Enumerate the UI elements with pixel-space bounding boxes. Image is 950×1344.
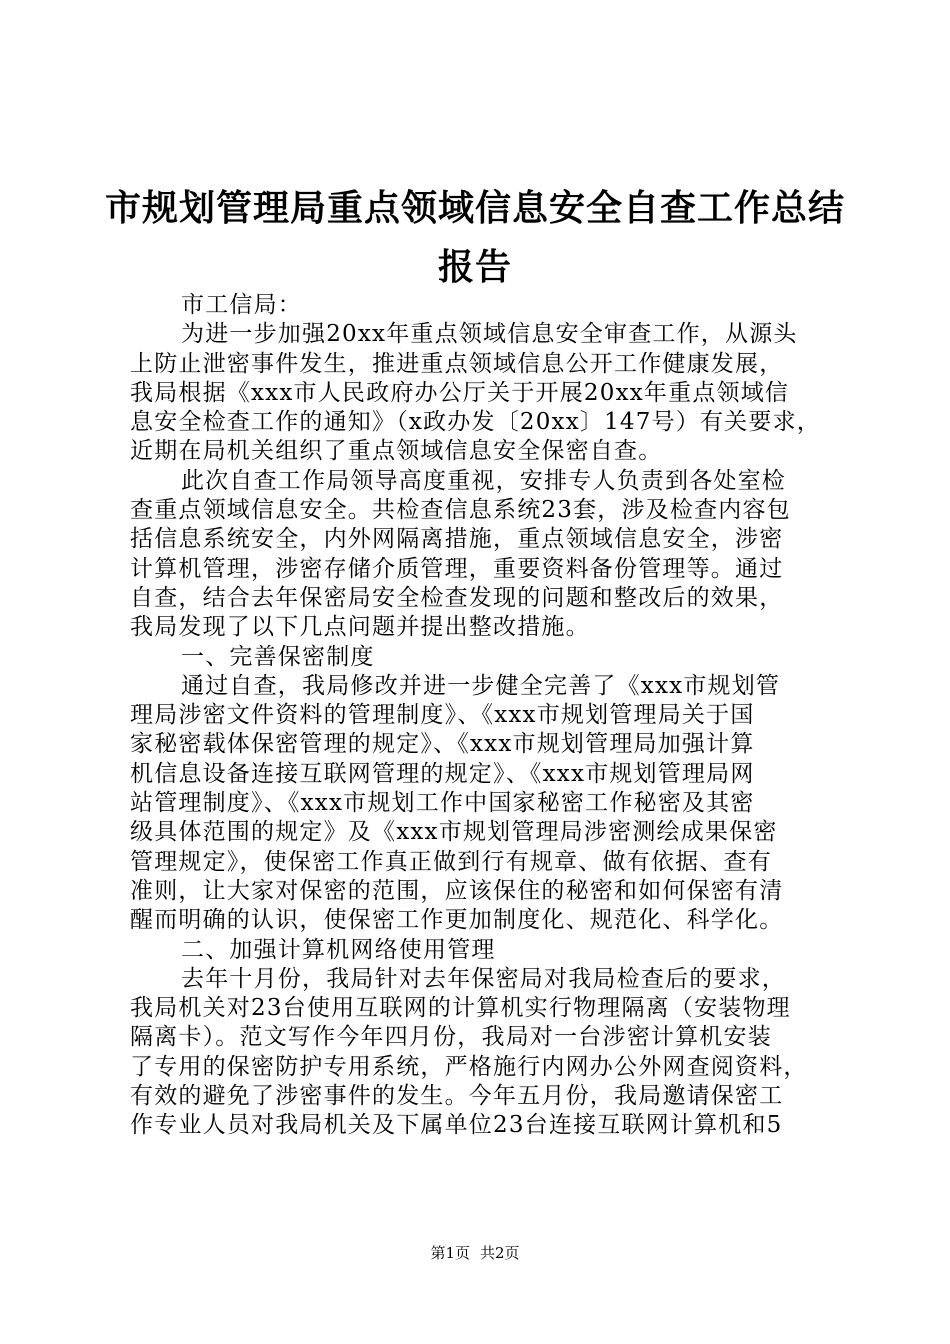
page-number-total: 共2页 [480,1244,520,1262]
body-text-line: 管理规定》，使保密工作真正做到行有规章、做有依据、查有 [130,848,772,875]
body-text-line: 机信息设备连接互联网管理的规定》、《xxx市规划管理局网 [130,760,755,787]
page-number-current: 第1页 [430,1244,470,1262]
body-text-line: 理局涉密文件资料的管理制度》、《xxx市规划管理局关于国 [130,702,755,729]
body-text-line: 家秘密载体保密管理的规定》、《xxx市规划管理局加强计算 [130,731,755,758]
body-text-line: 市工信局： [181,292,302,318]
body-text-line: 级具体范围的规定》及《xxx市规划管理局涉密测绘成果保密 [130,819,778,846]
page-footer [0,1243,950,1263]
body-text-line: 近期在局机关组织了重点领域信息安全保密自查。 [130,438,663,465]
body-text-line: 查重点领域信息安全。共检查信息系统23套，涉及检查内容包 [130,497,791,524]
body-text-line: 二、加强计算机网络使用管理 [181,936,496,963]
body-text-line: 上防止泄密事件发生，推进重点领域信息公开工作健康发展， [130,350,784,377]
body-text-line: 去年十月份，我局针对去年保密局对我局检查后的要求， [181,965,786,992]
body-text-line: 括信息系统安全，内外网隔离措施，重点领域信息安全，涉密 [130,526,784,553]
document-title-line-1: 市规划管理局重点领域信息安全自查工作总结 [104,187,845,229]
body-text-line: 站管理制度》、《xxx市规划工作中国家秘密工作秘密及其密 [130,790,755,817]
body-text-line: 此次自查工作局领导高度重视，安排专人负责到各处室检 [181,467,786,494]
body-text-line: 准则，让大家对保密的范围，应该保住的秘密和如何保密有清 [130,877,784,904]
body-text-line: 通过自查，我局修改并进一步健全完善了《xxx市规划管 [181,672,781,699]
body-text-line: 我局机关对23台使用互联网的计算机实行物理隔离（安装物理 [130,995,791,1022]
body-text-line: 为进一步加强20xx年重点领域信息安全审查工作，从源头 [181,321,798,348]
document-title-line-2: 报告 [437,246,512,288]
body-text-line: 我局根据《xxx市人民政府办公厅关于开展20xx年重点领域信 [130,379,790,406]
body-text-line: 自查，结合去年保密局安全检查发现的问题和整改后的效果， [130,584,784,611]
body-text-line: 计算机管理，涉密存储介质管理，重要资料备份管理等。通过 [130,555,784,582]
body-text-line: 我局发现了以下几点问题并提出整改措施。 [130,614,590,641]
body-text-line: 有效的避免了涉密事件的发生。今年五月份，我局邀请保密工 [130,1083,784,1110]
body-text-line: 醒而明确的认识，使保密工作更加制度化、规范化、科学化。 [130,907,784,934]
body-text-line: 作专业人员对我局机关及下属单位23台连接互联网计算机和5 [130,1112,783,1139]
body-text-line: 了专用的保密防护专用系统，严格施行内网办公外网查阅资料， [130,1053,808,1080]
body-text-line: 隔离卡）。范文写作今年四月份，我局对一台涉密计算机安装 [130,1024,772,1051]
body-text-line: 息安全检查工作的通知》（x政办发〔20xx〕147号）有关要求， [130,409,821,436]
body-text-line: 一、完善保密制度 [181,643,375,670]
document-body [130,291,835,1141]
